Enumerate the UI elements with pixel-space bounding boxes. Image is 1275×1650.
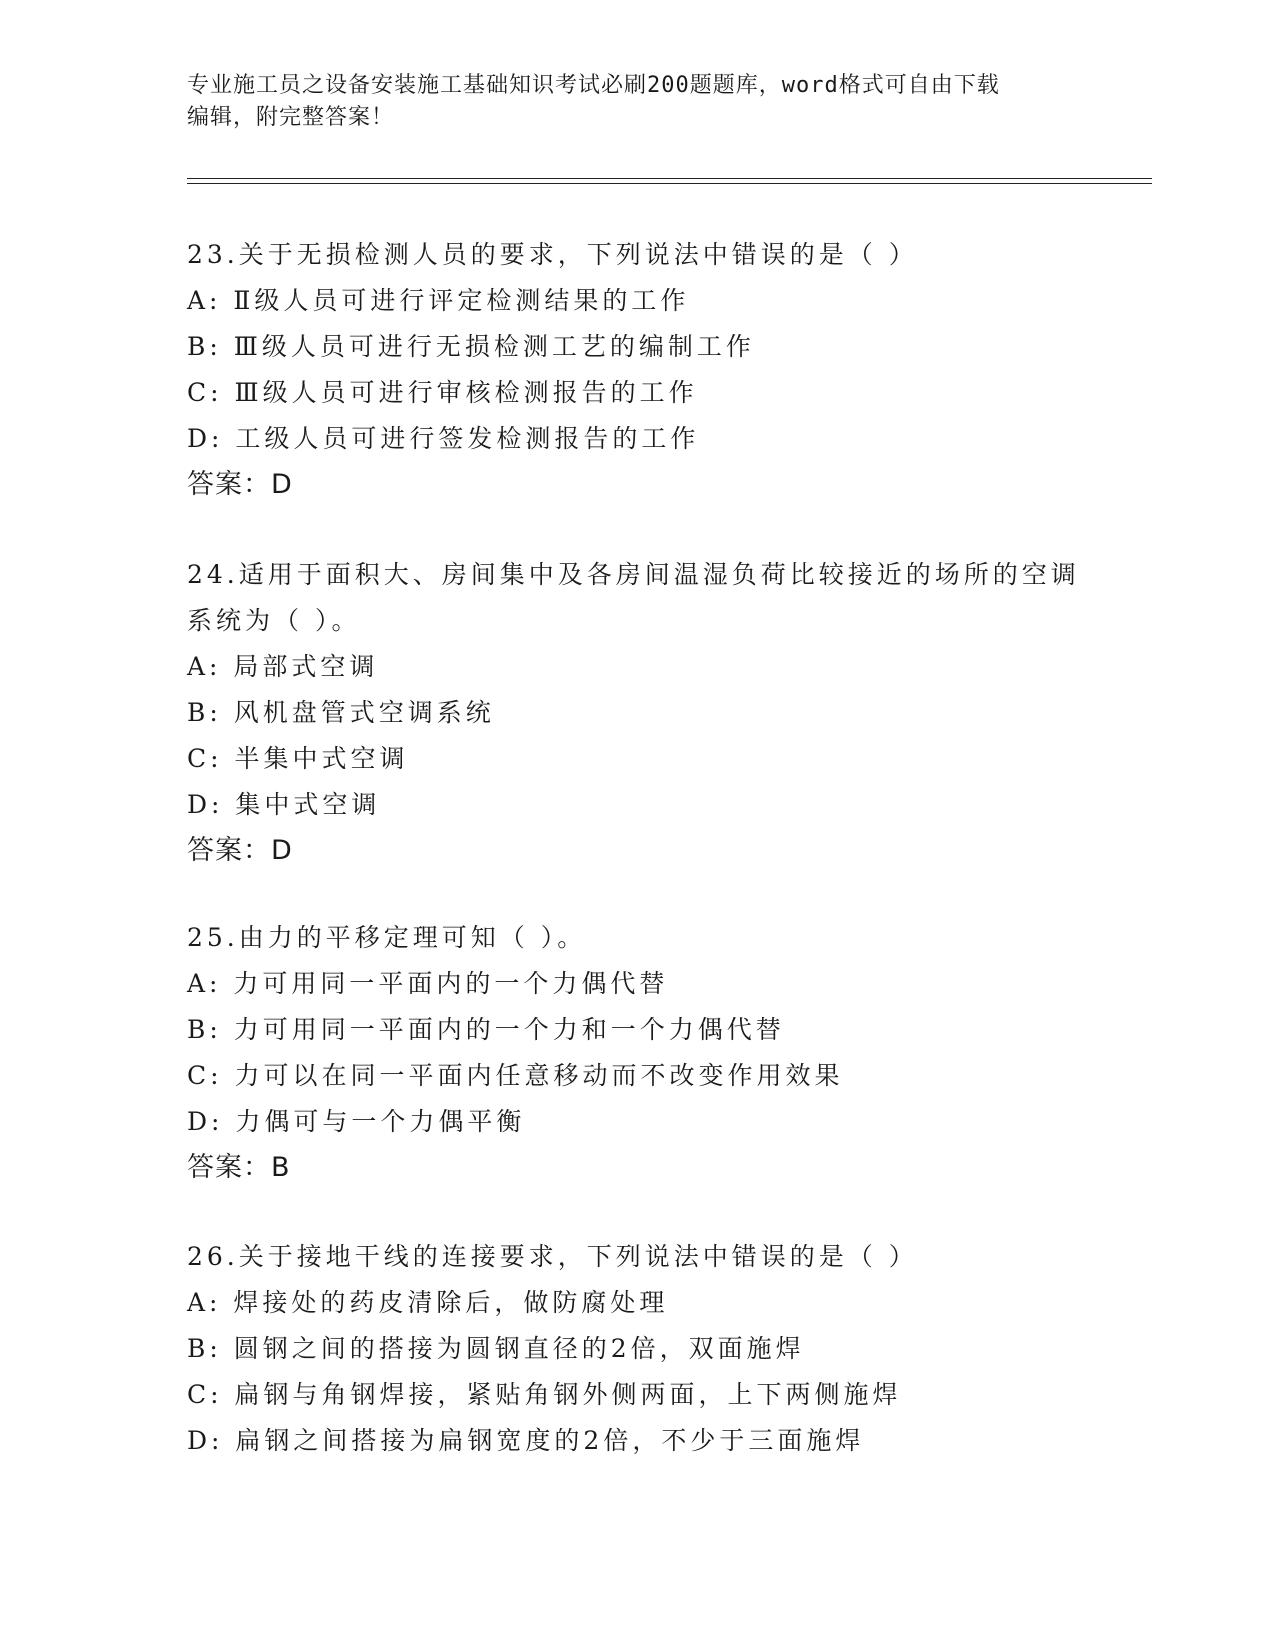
option-a: A: 力可用同一平面内的一个力偶代替 bbox=[187, 969, 669, 998]
question-stem-continued: 系统为（ ）。 bbox=[187, 606, 361, 635]
header-line-2: 编辑，附完整答案！ bbox=[187, 105, 395, 130]
answer-line: 答案：D bbox=[187, 835, 293, 866]
question-stem: 23.关于无损检测人员的要求，下列说法中错误的是（ ） bbox=[187, 240, 918, 269]
option-d: D: 力偶可与一个力偶平衡 bbox=[187, 1107, 526, 1136]
option-a: A: Ⅱ级人员可进行评定检测结果的工作 bbox=[187, 286, 690, 315]
option-a: A: 局部式空调 bbox=[187, 652, 379, 681]
question-26 bbox=[187, 1234, 1087, 1464]
question-24 bbox=[187, 552, 1087, 874]
answer-line: 答案：D bbox=[187, 469, 293, 500]
question-stem: 25.由力的平移定理可知（ ）。 bbox=[187, 923, 587, 952]
option-b: B: Ⅲ级人员可进行无损检测工艺的编制工作 bbox=[187, 332, 755, 361]
header-line-1: 专业施工员之设备安装施工基础知识考试必刷200题题库，word格式可自由下载 bbox=[187, 73, 1000, 98]
option-b: B: 圆钢之间的搭接为圆钢直径的2倍，双面施焊 bbox=[187, 1334, 805, 1363]
header-divider-bottom bbox=[187, 183, 1152, 184]
option-d: D: 工级人员可进行签发检测报告的工作 bbox=[187, 424, 700, 453]
question-23 bbox=[187, 232, 1087, 508]
question-25 bbox=[187, 915, 1087, 1191]
option-d: D: 扁钢之间搭接为扁钢宽度的2倍，不少于三面施焊 bbox=[187, 1426, 865, 1455]
option-a: A: 焊接处的药皮清除后，做防腐处理 bbox=[187, 1288, 669, 1317]
question-stem: 24.适用于面积大、房间集中及各房间温湿负荷比较接近的场所的空调 bbox=[187, 560, 1080, 589]
option-c: C: 扁钢与角钢焊接，紧贴角钢外侧两面，上下两侧施焊 bbox=[187, 1380, 902, 1409]
header-divider-top bbox=[187, 178, 1152, 179]
question-stem: 26.关于接地干线的连接要求，下列说法中错误的是（ ） bbox=[187, 1242, 918, 1271]
option-b: B: 力可用同一平面内的一个力和一个力偶代替 bbox=[187, 1015, 785, 1044]
option-c: C: 力可以在同一平面内任意移动而不改变作用效果 bbox=[187, 1061, 844, 1090]
option-c: C: Ⅲ级人员可进行审核检测报告的工作 bbox=[187, 378, 698, 407]
document-header bbox=[187, 70, 1087, 134]
option-b: B: 风机盘管式空调系统 bbox=[187, 698, 495, 727]
option-d: D: 集中式空调 bbox=[187, 790, 381, 819]
option-c: C: 半集中式空调 bbox=[187, 744, 409, 773]
answer-line: 答案：B bbox=[187, 1152, 291, 1183]
